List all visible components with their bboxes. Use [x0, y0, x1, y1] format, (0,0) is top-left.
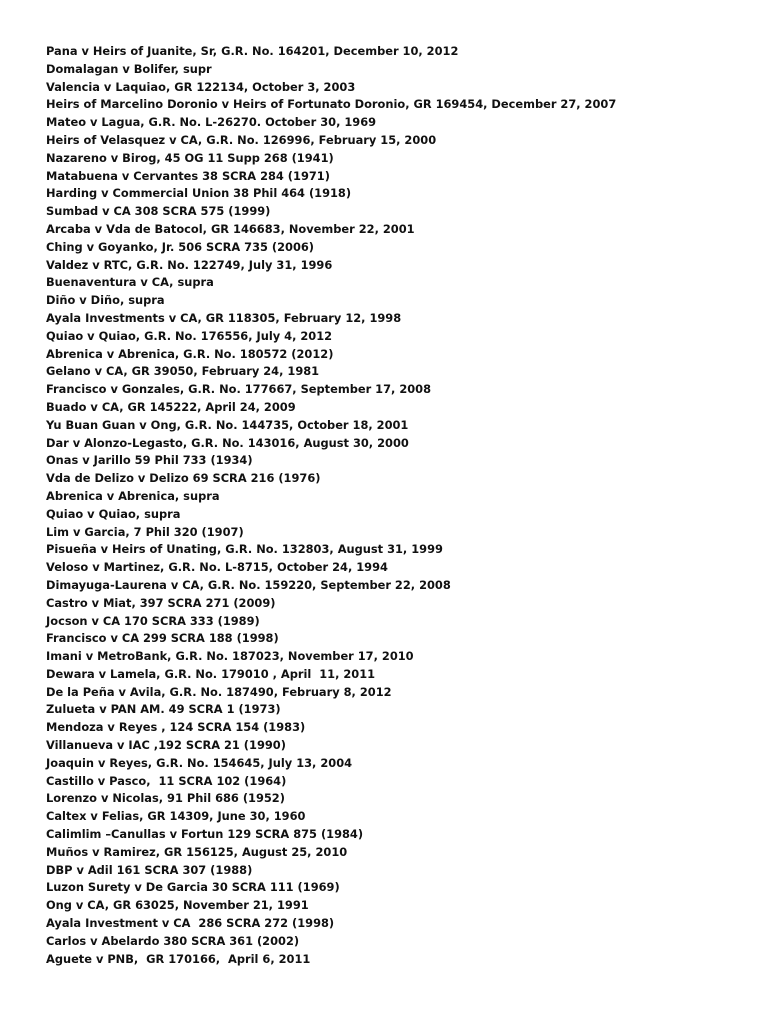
case-citation: Caltex v Felias, GR 14309, June 30, 1960 [46, 809, 306, 824]
case-citation: Imani v MetroBank, G.R. No. 187023, November 17, 2010 [46, 649, 414, 664]
case-citation: De la Peña v Avila, G.R. No. 187490, February 8, 2012 [46, 684, 392, 699]
case-citation: Castro v Miat, 397 SCRA 271 (2009) [46, 595, 276, 610]
case-citation: Veloso v Martinez, G.R. No. L-8715, October 24, 1994 [46, 560, 388, 575]
case-citation: Muños v Ramirez, GR 156125, August 25, 2010 [46, 844, 348, 859]
case-citation: Luzon Surety v De Garcia 30 SCRA 111 (1969) [46, 880, 340, 895]
case-citation: Dimayuga-Laurena v CA, G.R. No. 159220, September 22, 2008 [46, 577, 451, 592]
case-citation: Valencia v Laquiao, GR 122134, October 3, 2003 [46, 79, 356, 94]
case-citation: Carlos v Abelardo 380 SCRA 361 (2002) [46, 933, 300, 948]
case-citation: Dewara v Lamela, G.R. No. 179010 , April 11, 2011 [46, 666, 376, 681]
case-citation: DBP v Adil 161 SCRA 307 (1988) [46, 862, 253, 877]
case-citation: Ayala Investment v CA 286 SCRA 272 (1998) [46, 916, 335, 931]
case-citation: Matabuena v Cervantes 38 SCRA 284 (1971) [46, 168, 330, 183]
case-citation: Quiao v Quiao, supra [46, 506, 181, 521]
case-citation: Aguete v PNB, GR 170166, April 6, 2011 [46, 951, 311, 966]
case-citation: Ayala Investments v CA, GR 118305, February 12, 1998 [46, 310, 402, 325]
case-citation: Abrenica v Abrenica, supra [46, 488, 220, 503]
case-citation: Domalagan v Bolifer, supr [46, 61, 212, 76]
case-citation: Castillo v Pasco, 11 SCRA 102 (1964) [46, 773, 287, 788]
case-citation: Gelano v CA, GR 39050, February 24, 1981 [46, 364, 320, 379]
case-citation: Valdez v RTC, G.R. No. 122749, July 31, 1996 [46, 257, 333, 272]
case-citation: Harding v Commercial Union 38 Phil 464 (1918) [46, 186, 352, 201]
case-citation: Quiao v Quiao, G.R. No. 176556, July 4, 2012 [46, 328, 333, 343]
case-citation: Yu Buan Guan v Ong, G.R. No. 144735, October 18, 2001 [46, 417, 409, 432]
case-citation: Sumbad v CA 308 SCRA 575 (1999) [46, 204, 271, 219]
case-citation: Joaquin v Reyes, G.R. No. 154645, July 13, 2004 [46, 755, 353, 770]
case-citation: Heirs of Marcelino Doronio v Heirs of Fortunato Doronio, GR 169454, December 27, 2007 [46, 97, 617, 112]
case-citation: Pisueña v Heirs of Unating, G.R. No. 132803, August 31, 1999 [46, 542, 443, 557]
case-citation: Ching v Goyanko, Jr. 506 SCRA 735 (2006) [46, 239, 315, 254]
case-citation: Buado v CA, GR 145222, April 24, 2009 [46, 399, 296, 414]
case-citation-list [46, 43, 616, 968]
case-citation: Pana v Heirs of Juanite, Sr, G.R. No. 164201, December 10, 2012 [46, 44, 459, 58]
case-citation: Mendoza v Reyes , 124 SCRA 154 (1983) [46, 720, 306, 735]
case-citation: Jocson v CA 170 SCRA 333 (1989) [46, 613, 260, 628]
case-citation: Arcaba v Vda de Batocol, GR 146683, November 22, 2001 [46, 221, 415, 236]
case-citation: Buenaventura v CA, supra [46, 275, 214, 290]
case-citation: Vda de Delizo v Delizo 69 SCRA 216 (1976) [46, 471, 321, 486]
case-citation: Calimlim –Canullas v Fortun 129 SCRA 875 (1984) [46, 827, 364, 842]
case-citation: Zulueta v PAN AM. 49 SCRA 1 (1973) [46, 702, 281, 717]
case-citation: Mateo v Lagua, G.R. No. L-26270. October 30, 1969 [46, 115, 377, 130]
case-citation: Lim v Garcia, 7 Phil 320 (1907) [46, 524, 244, 539]
case-citation: Lorenzo v Nicolas, 91 Phil 686 (1952) [46, 791, 285, 806]
case-citation: Onas v Jarillo 59 Phil 733 (1934) [46, 453, 253, 468]
case-citation: Dar v Alonzo-Legasto, G.R. No. 143016, August 30, 2000 [46, 435, 409, 450]
case-citation: Villanueva v IAC ,192 SCRA 21 (1990) [46, 738, 286, 753]
case-citation: Francisco v Gonzales, G.R. No. 177667, September 17, 2008 [46, 382, 432, 397]
case-citation: Diño v Diño, supra [46, 293, 165, 308]
case-citation: Abrenica v Abrenica, G.R. No. 180572 (2012) [46, 346, 334, 361]
case-citation: Francisco v CA 299 SCRA 188 (1998) [46, 631, 279, 646]
case-citation: Ong v CA, GR 63025, November 21, 1991 [46, 898, 309, 913]
case-citation: Heirs of Velasquez v CA, G.R. No. 126996, February 15, 2000 [46, 132, 437, 147]
case-citation: Nazareno v Birog, 45 OG 11 Supp 268 (1941) [46, 150, 334, 165]
